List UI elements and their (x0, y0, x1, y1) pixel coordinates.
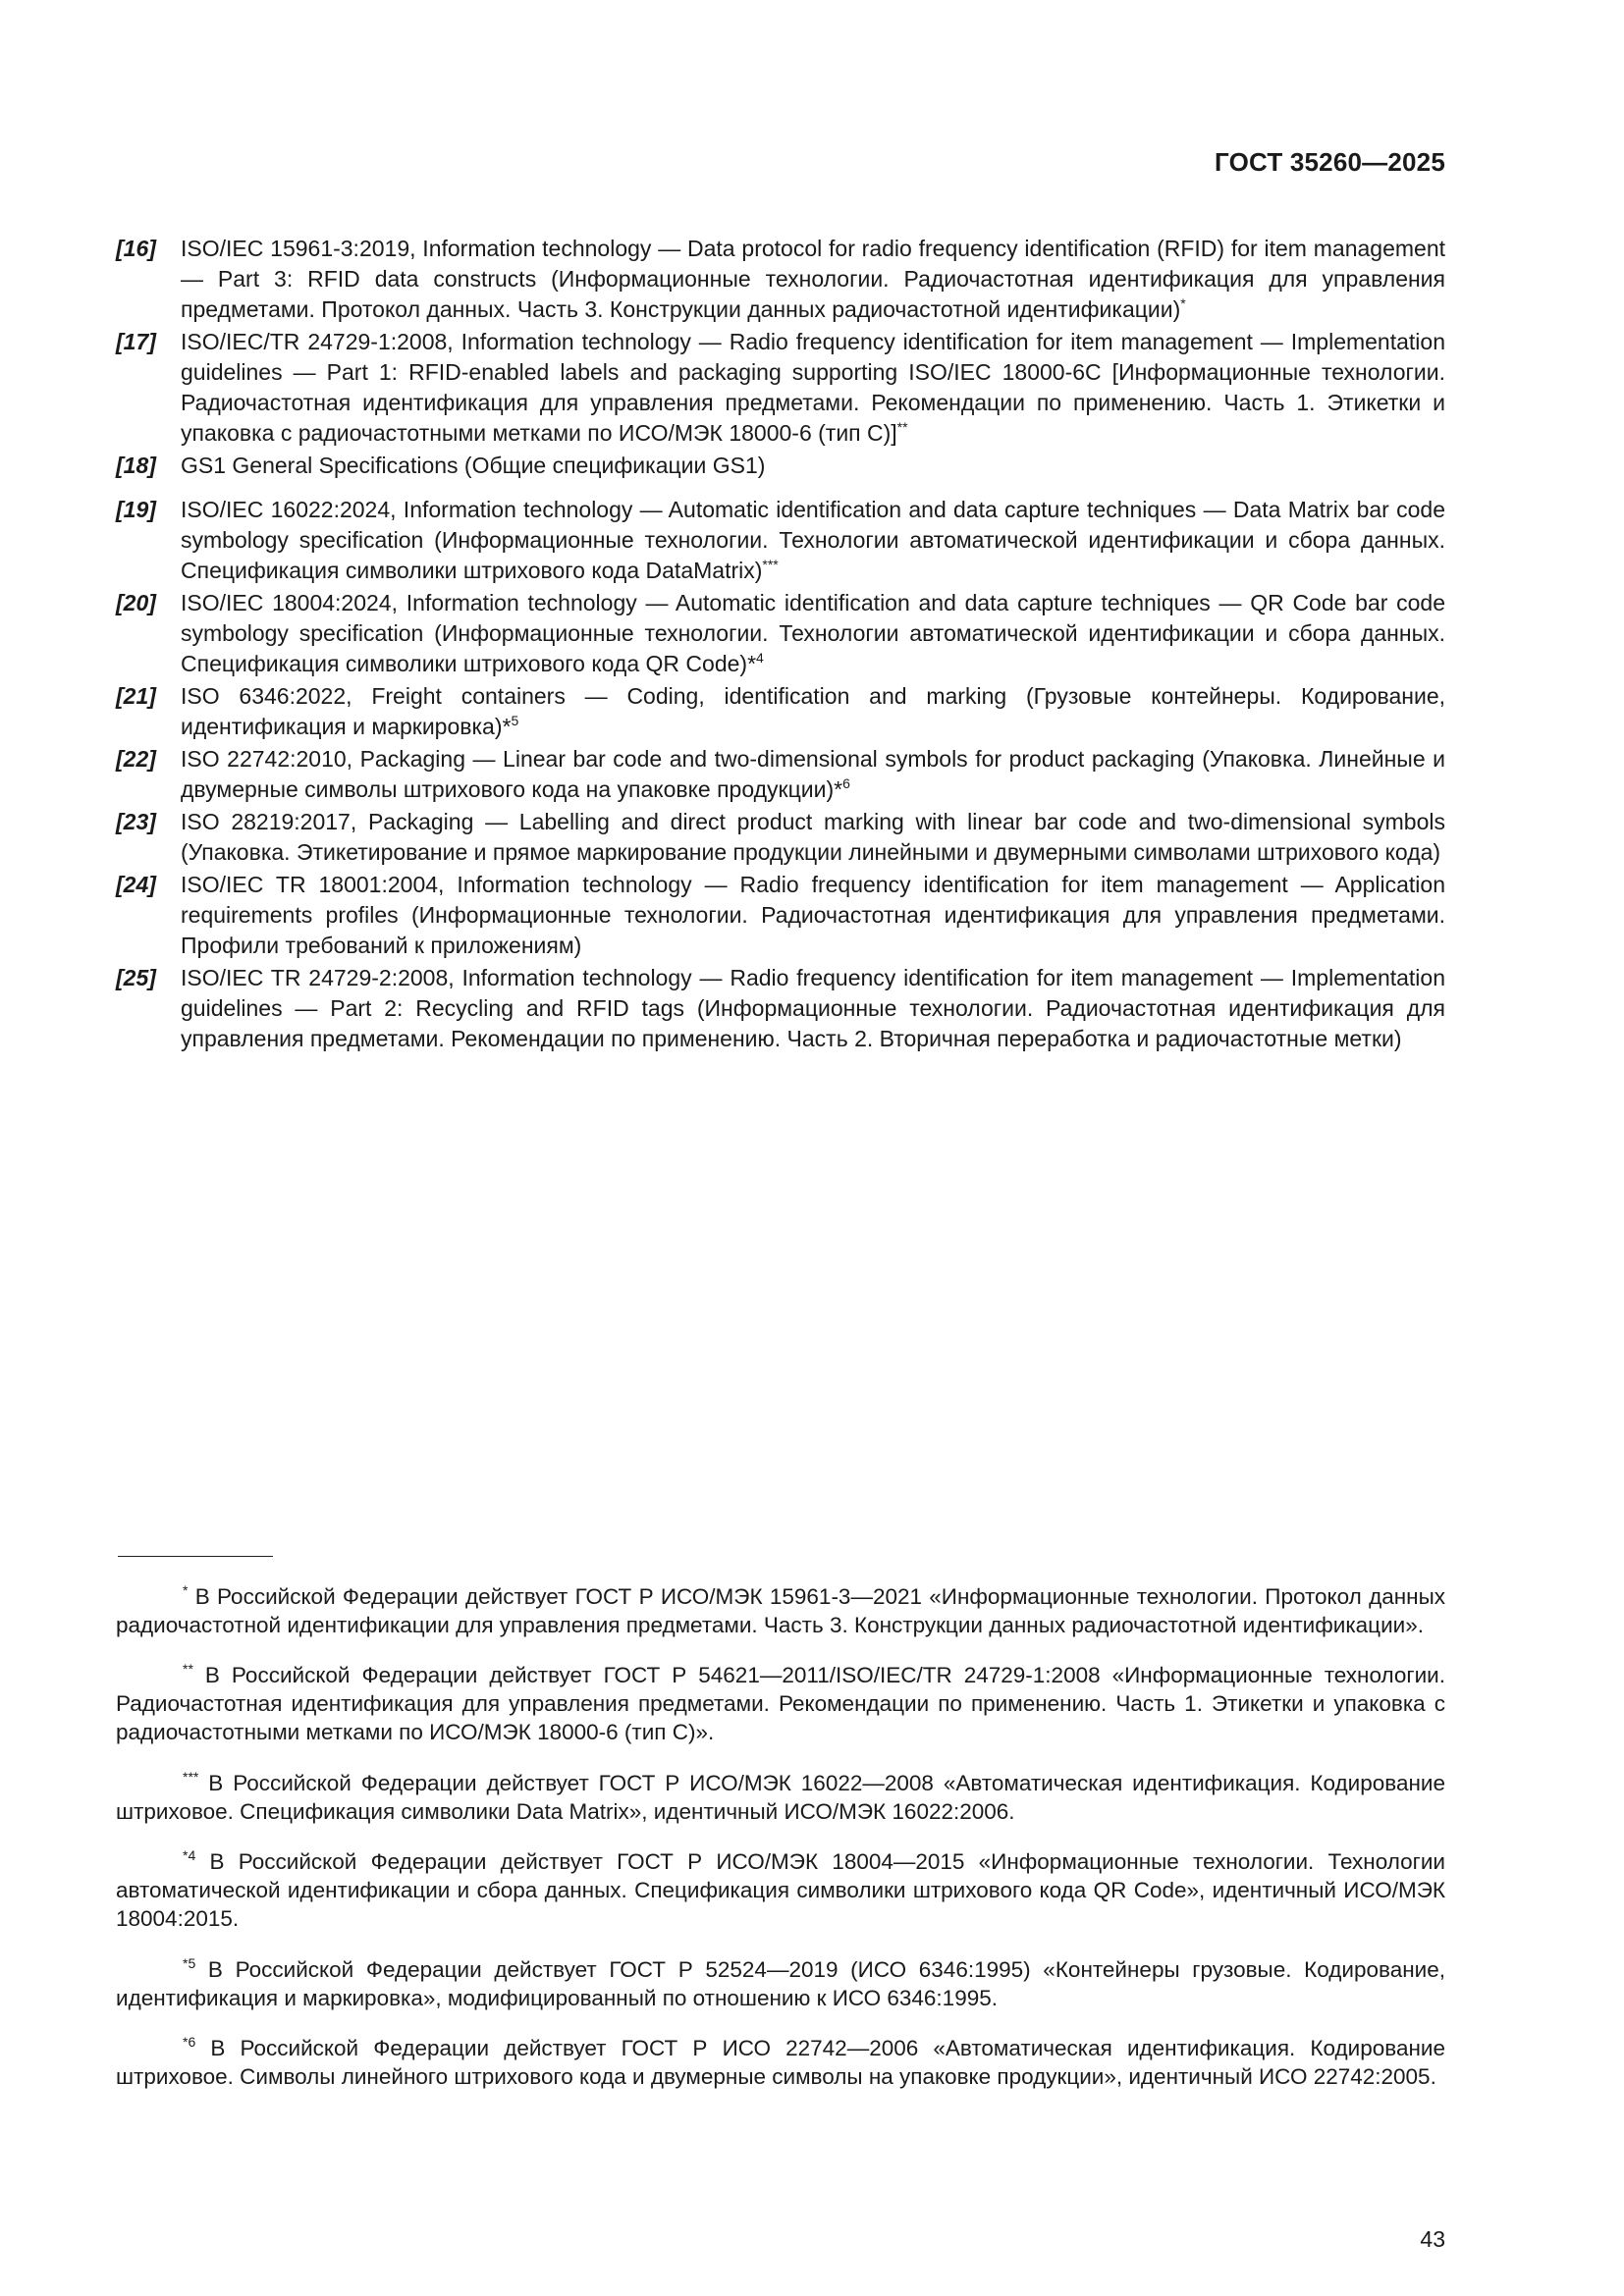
reference-text: ISO 6346:2022, Freight containers — Coding, identification and marking (Грузовые контейнеры. Кодирование, идентификация и маркировка)* (181, 683, 1445, 739)
document-header: ГОСТ 35260—2025 (1215, 147, 1445, 177)
footnote-divider (118, 1556, 273, 1557)
footnote-mark: *5 (183, 1954, 196, 1971)
footnote-mark: * (183, 1581, 189, 1598)
reference-17 (116, 327, 1445, 449)
reference-number: [16] (116, 236, 156, 261)
footnote-mark: *** (183, 1768, 199, 1785)
reference-number: [23] (116, 809, 156, 834)
reference-text: ISO/IEC TR 18001:2004, Information technology — Radio frequency identification for item management — Application requirements profiles (Информационные технологии. Радиочастотная идентификация для управления предметами. Профили требований к приложениям) (181, 872, 1445, 958)
reference-24 (116, 870, 1445, 961)
reference-text: ISO/IEC/TR 24729-1:2008, Information technology — Radio frequency identification for item management — Implementation guidelines — Part 1: RFID-enabled labels and packaging supporting ISO/IEC 18000-6C [Информационные технологии. Радиочастотная идентификация для управления предметами. Рекомендации по применению. Часть 1. Этикетки и упаковка с радиочастотными метками по ИСО/МЭК 18000-6 (тип С)] (181, 329, 1445, 446)
footnote-marker: ** (896, 419, 908, 435)
reference-22 (116, 744, 1445, 805)
reference-16 (116, 234, 1445, 325)
footnote-text: В Российской Федерации действует ГОСТ Р 54621—2011/ISO/IEC/TR 24729-1:2008 «Информационные технологии. Радиочастотная идентификация для управления предметами. Рекомендации по применению. Часть 1. Этикетки и упаковка с радиочастотными метками по ИСО/МЭК 18000-6 (тип С)». (116, 1663, 1445, 1744)
reference-23 (116, 807, 1445, 868)
footnote-marker: * (1180, 295, 1186, 311)
footnote-text: В Российской Федерации действует ГОСТ Р ИСО/МЭК 18004—2015 «Информационные технологии. Технологии автоматической идентификации и сбора данных. Спецификация символики штрихового кода QR Code», идентичный ИСО/МЭК 18004:2015. (116, 1849, 1445, 1931)
footnote-mark: ** (183, 1661, 193, 1677)
reference-text: ISO/IEC 18004:2024, Information technology — Automatic identification and data capture techniques — QR Code bar code symbology specification (Информационные технологии. Технологии автоматической идентификации и сбора данных. Спецификация символики штрихового кода QR Code)* (181, 590, 1445, 676)
reference-text: GS1 General Specifications (Общие спецификации GS1) (181, 453, 766, 478)
footnote-5 (116, 1955, 1445, 2012)
reference-text: ISO/IEC 15961-3:2019, Information technology — Data protocol for radio frequency identification (RFID) for item management — Part 3: RFID data constructs (Информационные технологии. Радиочастотная идентификация для управления предметами. Протокол данных. Часть 3. Конструкции данных радиочастотной идентификации) (181, 236, 1445, 322)
footnote-mark: *6 (183, 2034, 196, 2050)
reference-number: [21] (116, 683, 156, 709)
reference-number: [24] (116, 872, 156, 897)
footnote-marker: *** (762, 557, 779, 572)
footnote-4 (116, 1847, 1445, 1933)
footnote-6 (116, 2034, 1445, 2091)
reference-text: ISO/IEC 16022:2024, Information technology — Automatic identification and data capture techniques — Data Matrix bar code symbology specification (Информационные технологии. Технологии автоматической идентификации и сбора данных. Спецификация символики штрихового кода DataMatrix) (181, 497, 1445, 583)
footnote-2 (116, 1661, 1445, 1746)
footnote-mark: *4 (183, 1847, 196, 1863)
reference-number: [17] (116, 329, 156, 354)
reference-21 (116, 681, 1445, 742)
reference-18 (116, 451, 1445, 481)
bibliography-list (116, 234, 1445, 1056)
footnote-1 (116, 1582, 1445, 1639)
footnote-text: В Российской Федерации действует ГОСТ Р ИСО 22742—2006 «Автоматическая идентификация. Кодирование штриховое. Символы линейного штрихового кода и двумерные символы на упаковке продукции», идентичный ИСО 22742:2005. (116, 2036, 1445, 2089)
footnote-marker: 6 (842, 775, 850, 791)
reference-20 (116, 588, 1445, 679)
reference-text: ISO 22742:2010, Packaging — Linear bar code and two-dimensional symbols for product packaging (Упаковка. Линейные и двумерные символы штрихового кода на упаковке продукции)* (181, 746, 1445, 802)
reference-number: [20] (116, 590, 156, 615)
reference-number: [22] (116, 746, 156, 772)
footnote-marker: 4 (756, 650, 764, 666)
reference-number: [18] (116, 453, 156, 478)
reference-number: [19] (116, 497, 156, 522)
reference-text: ISO 28219:2017, Packaging — Labelling and direct product marking with linear bar code and two-dimensional symbols (Упаковка. Этикетирование и прямое маркирование продукции линейными и двумерными символами штрихового кода) (181, 809, 1445, 865)
reference-number: [25] (116, 965, 156, 990)
footnote-text: В Российской Федерации действует ГОСТ Р ИСО/МЭК 16022—2008 «Автоматическая идентификация. Кодирование штриховое. Спецификация символики Data Matrix», идентичный ИСО/МЭК 16022:2006. (116, 1770, 1445, 1824)
footnote-marker: 5 (511, 713, 519, 728)
footnotes (116, 1560, 1445, 2103)
reference-25 (116, 963, 1445, 1054)
footnote-text: В Российской Федерации действует ГОСТ Р 52524—2019 (ИСО 6346:1995) «Контейнеры грузовые. Кодирование, идентификация и маркировка», модифицированный по отношению к ИСО 6346:1995. (116, 1956, 1445, 2010)
footnote-text: В Российской Федерации действует ГОСТ Р ИСО/МЭК 15961-3—2021 «Информационные технологии. Протокол данных радиочастотной идентификации для управления предметами. Часть 3. Конструкции данных радиочастотной идентификации». (116, 1583, 1445, 1637)
reference-19 (116, 495, 1445, 586)
reference-text: ISO/IEC TR 24729-2:2008, Information technology — Radio frequency identification for item management — Implementation guidelines — Part 2: Recycling and RFID tags (Информационные технологии. Радиочастотная идентификация для управления предметами. Рекомендации по применению. Часть 2. Вторичная переработка и радиочастотные метки) (181, 965, 1445, 1051)
page-number: 43 (1420, 2226, 1445, 2252)
footnote-3 (116, 1769, 1445, 1826)
